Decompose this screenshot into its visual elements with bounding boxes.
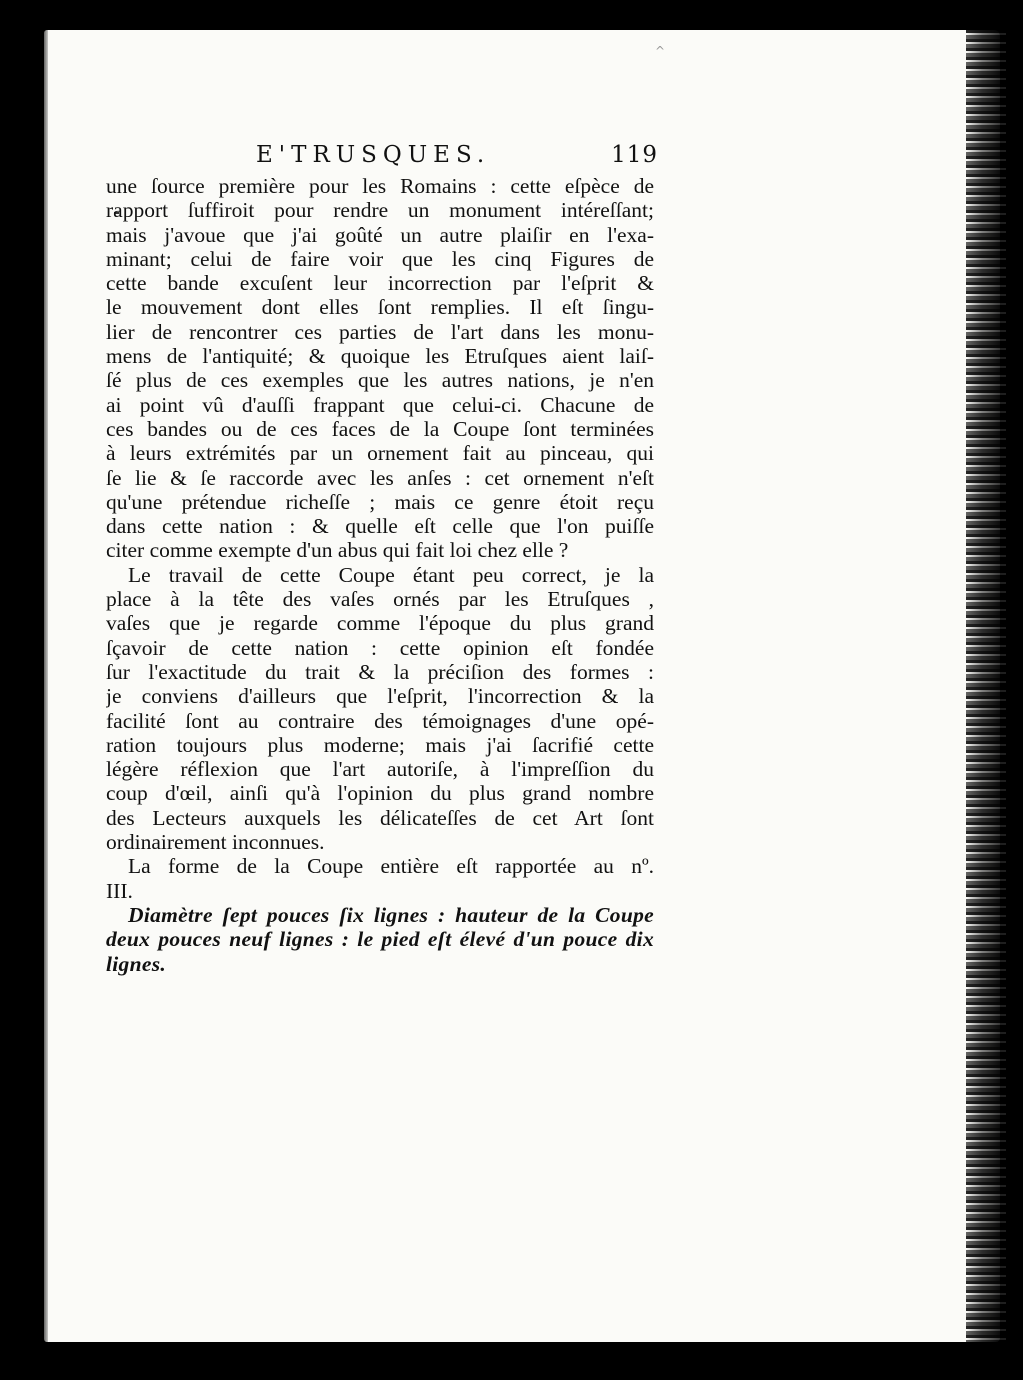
text-line: cette bande excuſent leur incorrection par l'eſprit & bbox=[106, 271, 654, 296]
text-line: à leurs extrémités par un ornement fait au pinceau, qui bbox=[106, 441, 654, 466]
paragraph-1 bbox=[106, 174, 654, 563]
text-line: ai point vû d'auſſi frappant que celui-ci. Chacune de bbox=[106, 392, 654, 417]
text-line: Diamètre ſept pouces ſix lignes : hauteur de la Coupe bbox=[128, 902, 654, 927]
text-line: qu'une prétendue richeſſe ; mais ce genre étoit reçu bbox=[106, 489, 654, 514]
text-line: deux pouces neuf lignes : le pied eſt élevé d'un pouce dix bbox=[106, 927, 654, 952]
text-line: le mouvement dont elles ſont remplies. Il eſt ſingu- bbox=[106, 295, 654, 320]
text-line: je conviens d'ailleurs que l'eſprit, l'incorrection & la bbox=[106, 684, 654, 709]
text-line: des Lecteurs auxquels les délicateſſes de cet Art ſont bbox=[106, 805, 654, 830]
text-line: citer comme exempte d'un abus qui fait loi chez elle ? bbox=[106, 538, 569, 563]
paragraph-2 bbox=[106, 563, 654, 855]
text-line: vaſes que je regarde comme l'époque du plus grand bbox=[106, 611, 654, 636]
text-line: mens de l'antiquité; & quoique les Etruſques aient laiſ- bbox=[106, 344, 654, 369]
text-line: ordinairement inconnues. bbox=[106, 830, 325, 855]
text-line: facilité ſont au contraire des témoignages d'une opé- bbox=[106, 708, 654, 733]
text-line: ſçavoir de cette nation : cette opinion eſt fondée bbox=[106, 635, 654, 660]
page-left-edge-shadow bbox=[40, 30, 48, 1342]
text-line: La forme de la Coupe entière eſt rapportée au nº. bbox=[128, 854, 654, 879]
text-line: légère réflexion que l'art autoriſe, à l'impreſſion du bbox=[106, 757, 654, 782]
text-line: coup d'œil, ainſi qu'à l'opinion du plus grand nombre bbox=[106, 781, 654, 806]
text-line: Le travail de cette Coupe étant peu correct, je la bbox=[128, 562, 654, 587]
text-line: ſé plus de ces exemples que les autres nations, je n'en bbox=[106, 368, 654, 393]
text-line: dans cette nation : & quelle eſt celle que l'on puiſſe bbox=[106, 514, 654, 539]
text-line: ration toujours plus moderne; mais j'ai ſacrifié cette bbox=[106, 732, 654, 757]
page-right-edge-shadow bbox=[966, 30, 1006, 1342]
page-number: 119 bbox=[611, 142, 658, 168]
dimensions-note bbox=[106, 903, 654, 976]
text-line: minant; celui de faire voir que les cinq Figures de bbox=[106, 246, 654, 271]
page-text-block bbox=[106, 142, 658, 976]
text-line: une ſource première pour les Romains : cette eſpèce de bbox=[106, 174, 654, 198]
text-line: lier de rencontrer ces parties de l'art dans les monu- bbox=[106, 319, 654, 344]
text-line: III. bbox=[106, 878, 133, 903]
body-text bbox=[106, 174, 654, 976]
paragraph-3 bbox=[106, 854, 654, 903]
text-line: ſe lie & ſe raccorde avec les anſes : cet ornement n'eſt bbox=[106, 465, 654, 490]
running-head-title: E'TRUSQUES. bbox=[256, 142, 491, 168]
text-line: rapport ſuffiroit pour rendre un monument intéreſſant; bbox=[106, 198, 654, 223]
running-head bbox=[106, 142, 658, 174]
text-line: ces bandes ou de ces faces de la Coupe ſont terminées bbox=[106, 416, 654, 441]
text-line: ſur l'exactitude du trait & la préciſion des formes : bbox=[106, 659, 654, 684]
text-line: lignes. bbox=[106, 951, 167, 976]
text-line: place à la tête des vaſes ornés par les Etruſques , bbox=[106, 587, 654, 612]
text-line: mais j'avoue que j'ai goûté un autre plaiſir en l'exa- bbox=[106, 222, 654, 247]
corner-mark: ^ bbox=[655, 44, 666, 58]
